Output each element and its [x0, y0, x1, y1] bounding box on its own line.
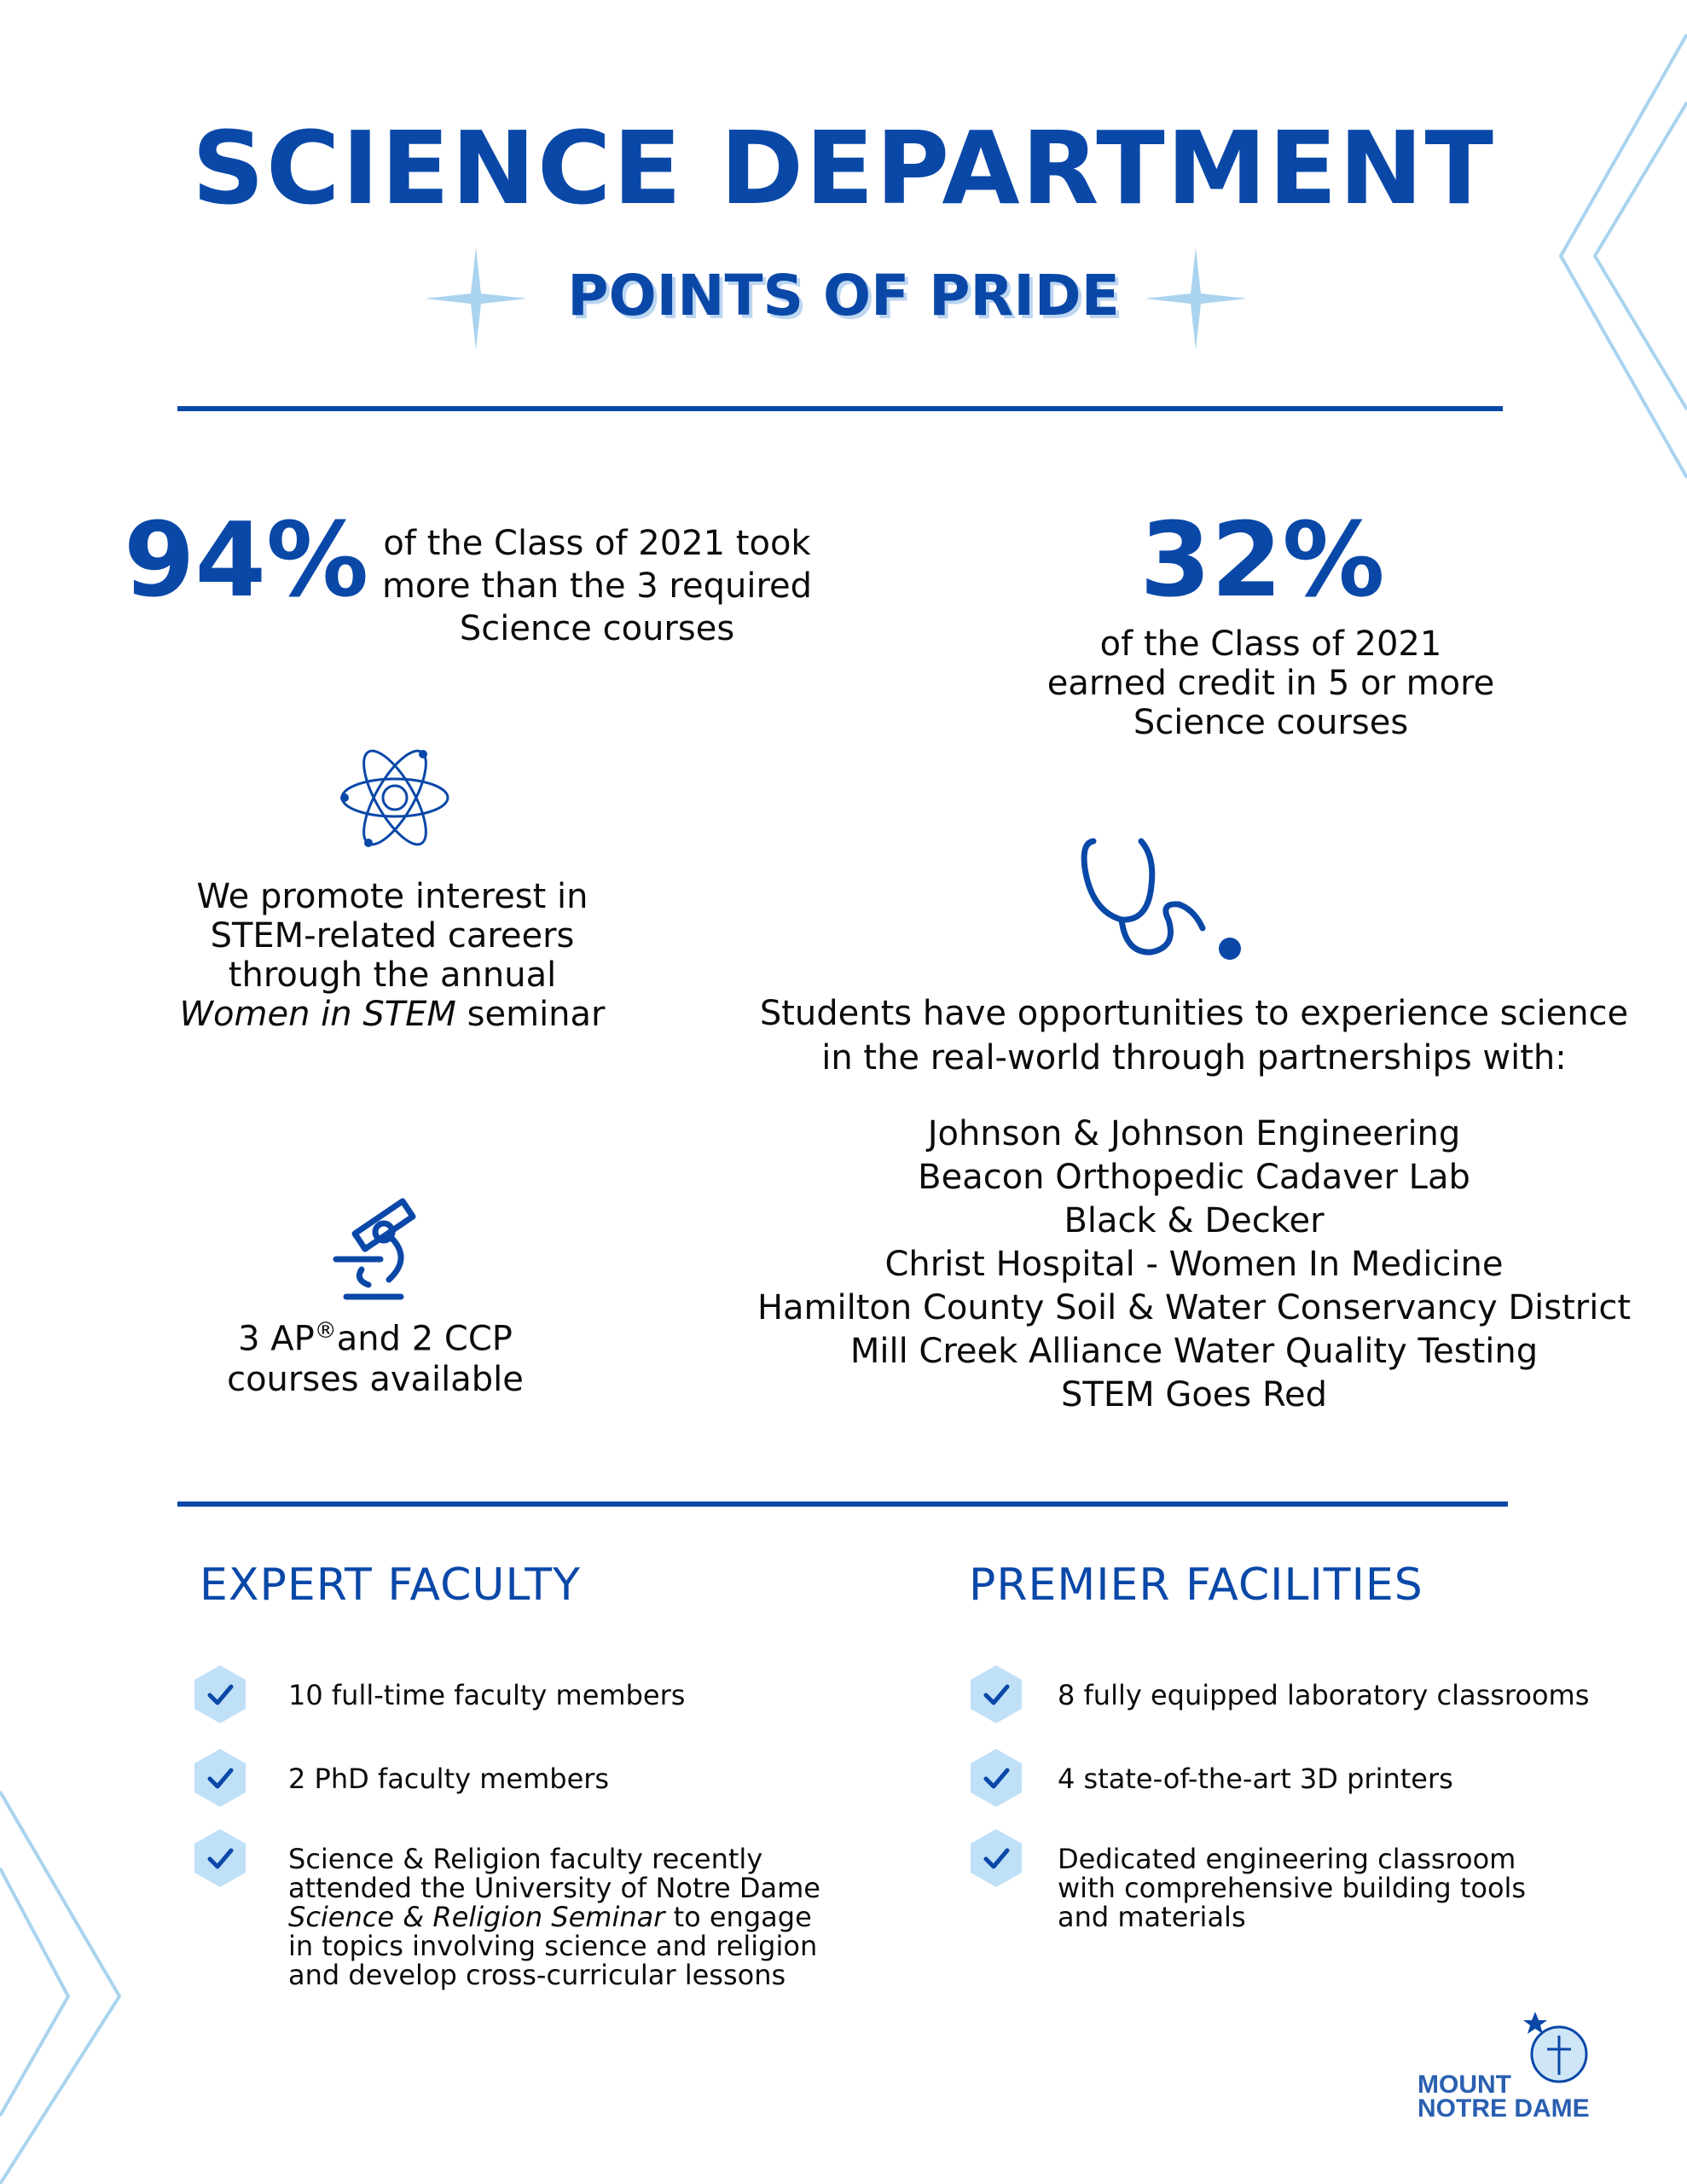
check-icon [965, 1747, 1027, 1809]
section-heading-facilities: PREMIER FACILITIES [969, 1560, 1423, 1611]
stat-description: of the Class of 2021 took more than the 3 required Science courses [381, 524, 813, 648]
page-subtitle: POINTS OF PRIDE [567, 263, 1120, 328]
stethoscope-icon [1075, 834, 1245, 969]
partnerships-intro: Students have opportunities to experience science in the real-world through partnerships with: [759, 994, 1629, 1077]
microscope-icon [329, 1191, 423, 1302]
section-heading-faculty: EXPERT FACULTY [200, 1560, 581, 1611]
stem-description: We promote interest in STEM-related careers through the annual Women in STEM seminar [179, 877, 606, 1034]
ap-courses: 3 AP®and 2 CCP courses available [227, 1318, 524, 1400]
list-item: Hamilton County Soil & Water Conservancy District [757, 1288, 1632, 1327]
page-title: SCIENCE DEPARTMENT [192, 109, 1495, 227]
divider [177, 1502, 1508, 1507]
school-logo [1416, 2005, 1612, 2124]
check-icon [189, 1827, 251, 1889]
sparkle-icon [1145, 247, 1247, 350]
list-item: Christ Hospital - Women In Medicine [884, 1245, 1504, 1284]
list-item: Black & Decker [1064, 1201, 1325, 1240]
list-item: 10 full-time faculty members [288, 1679, 686, 1711]
partnerships-list [733, 1112, 1655, 1417]
check-icon [965, 1664, 1027, 1725]
list-item: Science & Religion faculty recently attended the University of Notre Dame Science & Religion Seminar to engage in topics involving science and religion and develop cross-curricular lessons [288, 1843, 820, 1991]
list-item: 2 PhD faculty members [288, 1763, 610, 1795]
divider [177, 406, 1503, 411]
list-item: STEM Goes Red [1061, 1375, 1327, 1414]
list-item: Mill Creek Alliance Water Quality Testing [849, 1332, 1539, 1371]
check-icon [189, 1664, 251, 1725]
check-icon [965, 1827, 1027, 1889]
list-item: 8 fully equipped laboratory classrooms [1058, 1679, 1590, 1711]
chevron-decoration-left [0, 1774, 128, 2184]
stat-value: 32% [1139, 502, 1385, 620]
stat-description: of the Class of 2021 earned credit in 5 or more Science courses [1046, 624, 1495, 742]
stat-value: 94% [124, 502, 369, 620]
list-item: Johnson & Johnson Engineering [927, 1114, 1461, 1153]
logo-text: MOUNT NOTRE DAME [1417, 2071, 1590, 2123]
list-item: 4 state-of-the-art 3D printers [1058, 1763, 1453, 1795]
check-icon [189, 1747, 251, 1809]
atom-icon [338, 741, 452, 855]
list-item: Beacon Orthopedic Cadaver Lab [918, 1158, 1470, 1197]
list-item: Dedicated engineering classroom with comprehensive building tools and materials [1058, 1843, 1527, 1933]
